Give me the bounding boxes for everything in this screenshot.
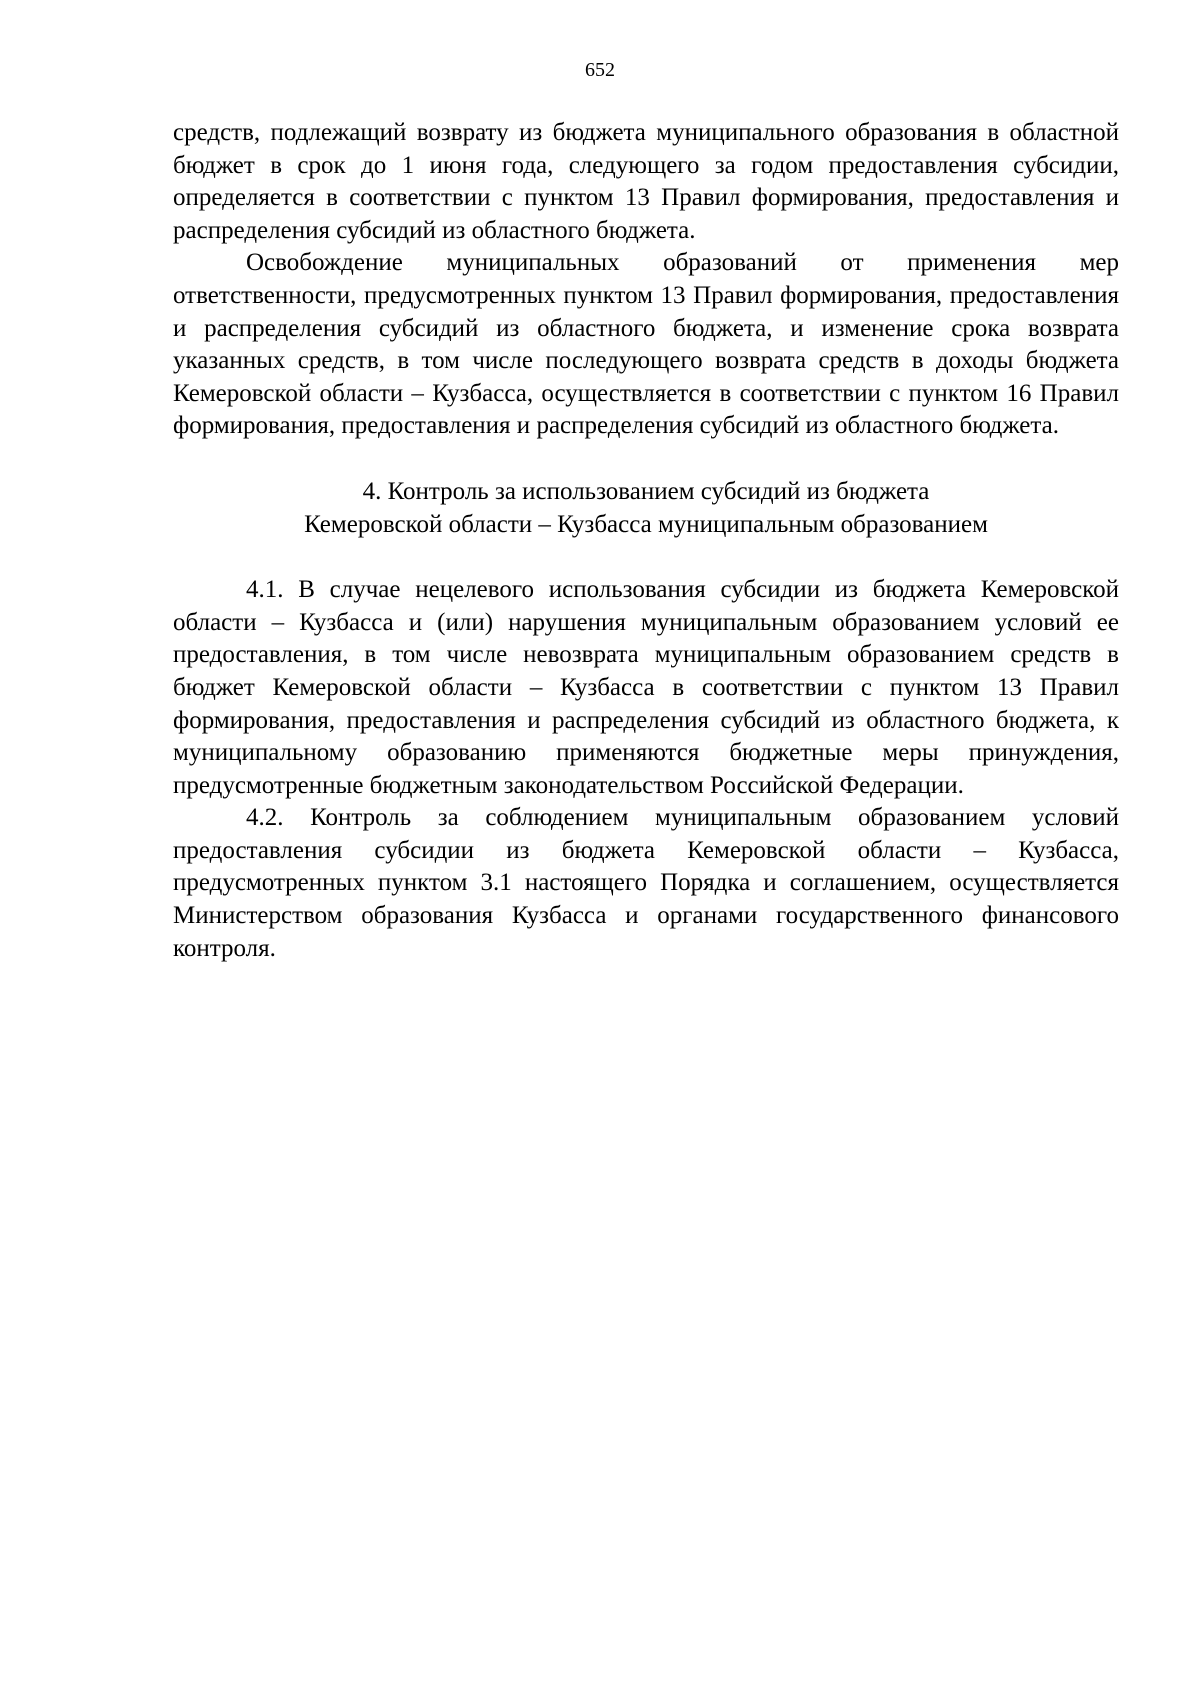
paragraph-4-1: 4.1. В случае нецелевого использования субсидии из бюджета Кемеровской области – Кузбасса и (или) нарушения муниципальным образованием условий ее предоставления, в том числе невозврата муниципальным образованием средств в бюджет Кемеровской области – Кузбасса в соответствии с пунктом 13 Правил формирования, предоставления и распределения субсидий из областного бюджета, к муниципальному образованию применяются бюджетные меры принуждения, предусмотренные бюджетным законодательством Российской Федерации. (173, 576, 1119, 799)
paragraph-exemption: Освобождение муниципальных образований от применения мер ответственности, предусмотренных пунктом 13 Правил формирования, предоставления и распределения субсидий из областного бюджета, и изменение срока возврата указанных средств, в том числе последующего возврата средств в доходы бюджета Кемеровской области – Кузбасса, осуществляется в соответствии с пунктом 16 Правил формирования, предоставления и распределения субсидий из областного бюджета. (173, 249, 1119, 440)
paragraph-continuation: средств, подлежащий возврату из бюджета муниципального образования в областной бюджет в срок до 1 июня года, следующего за годом предоставления субсидии, определяется в соответствии с пунктом 13 Правил формирования, предоставления и распределения субсидий из областного бюджета. (173, 119, 1119, 244)
section-heading (173, 476, 1119, 541)
paragraph-4-2: 4.2. Контроль за соблюдением муниципальным образованием условий предоставления субсидии из бюджета Кемеровской области – Кузбасса, предусмотренных пунктом 3.1 настоящего Порядка и соглашением, осуществляется Министерством образования Кузбасса и органами государственного финансового контроля. (173, 804, 1119, 962)
section-heading-line-1: 4. Контроль за использованием субсидий из бюджета (362, 477, 930, 505)
page-number: 652 (585, 59, 615, 81)
section-heading-line-2: Кемеровской области – Кузбасса муниципальным образованием (304, 510, 988, 538)
document-body (173, 117, 1119, 965)
